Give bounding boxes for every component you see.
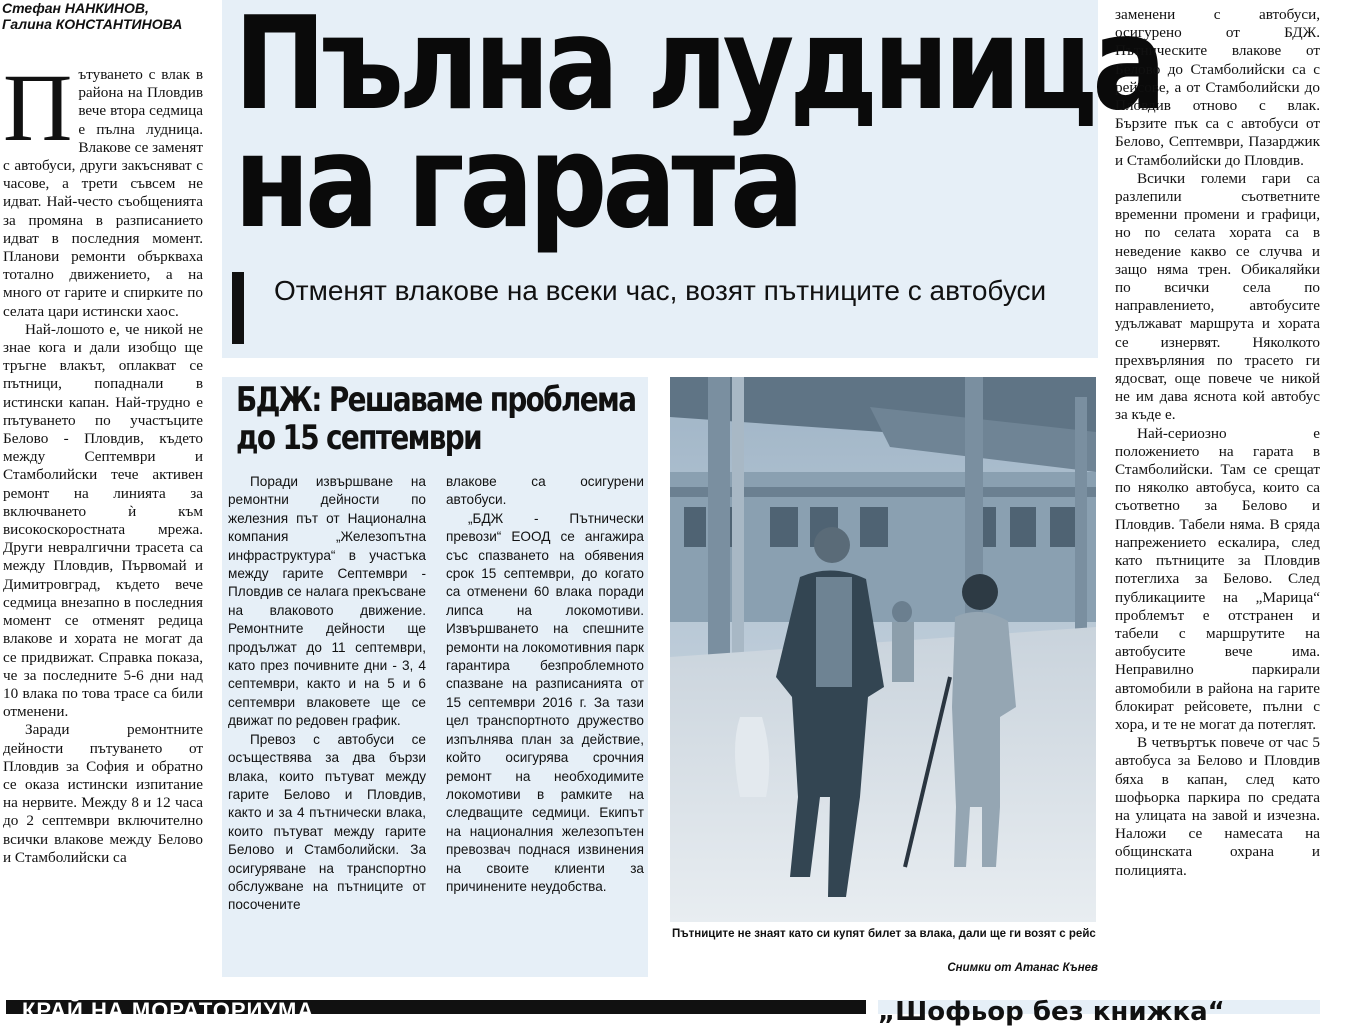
next-article-headline: „Шофьор без книжка“ xyxy=(878,997,1225,1027)
bdz-column-2 xyxy=(446,473,644,896)
drop-cap: П xyxy=(3,54,73,161)
author2-last-name: КОНСТАНТИНОВА xyxy=(55,16,183,32)
bdz-col1-paragraph-1: Поради извършване на ремонтни дейности по железния път от Национална компания „Железопътна инфраструктура“ в участъка между гарите Септември - Пловдив се налага прекъсване на влаковото движение. Ремонтните дейности ще продължат до 11 септември, като през почивните дни - 3, 4 септември, както и на 5 и 6 септември влаковете ще се движат по редовен график. xyxy=(228,474,426,729)
article-right-column xyxy=(1115,6,1320,880)
bdz-title xyxy=(236,380,636,458)
right-paragraph-2: Всички големи гари са разлепили съответните временни промени и графици, но по селата хората са в неведение какво се случва и защо няма трен. Обикаляйки по всички села по направлението, автобусите удължават маршрута и хората се изнервят. Няколкото прехвърляния по трасето ги ядосват, още повече че никой не им дава яснота кой автобус за къде е. xyxy=(1115,169,1320,424)
bdz-title-line-1: БДЖ: Решаваме проблема xyxy=(236,380,636,420)
right-paragraph-1: заменени с автобуси, осигурено от БДЖ. Пътническите влакове от Белово до Стамболийски са с рейсове, а от Стамболийски до Пловдив отново с влак. Бързите пък са с автобуси от Белово, Септември, Пазарджик и Стамболийски до Пловдив. xyxy=(1115,6,1320,169)
bdz-sidebar-box xyxy=(222,377,648,977)
author1-first-name: Стефан xyxy=(2,0,61,16)
subheadline: Отменят влакове на всеки час, возят пътниците с автобуси xyxy=(274,275,1047,306)
next-article-label: КРАЙ НА МОРАТОРИУМА xyxy=(22,998,315,1023)
byline xyxy=(2,0,212,32)
author2-first-name: Галина xyxy=(2,16,52,32)
headline-line-1: Пълна лудница xyxy=(234,0,1162,139)
byline-author-2 xyxy=(2,16,212,32)
headline-line-2: на гарата xyxy=(234,108,800,257)
bdz-col1-paragraph-2: Превоз с автобуси се осъществява за два бързи влака, които пътуват между гарите Белово и Пловдив, както и за 4 пътнически влака, които пътуват между гарите Белово и Стамболийски. За осигуряване на транспортно обслужване на пътниците от посочените xyxy=(228,731,426,913)
headline-block xyxy=(222,0,1162,358)
left-paragraph-3: Заради ремонтните дейности пътуването от Пловдив за София и обратно се оказа истински изпитание на нервите. Между 8 и 12 часа до 2 септември включително всички влакове между Белово и Стамболийски са xyxy=(3,721,203,866)
bdz-title-line-2: до 15 септември xyxy=(236,418,481,458)
photo-caption: Пътниците не знаят като си купят билет за влака, дали ще ги возят с рейс xyxy=(672,928,1096,940)
left-paragraph-1-text: ътуването с влак в района на Пловдив вече втора седмица е пълна лудница. Влакове се заменят с автобуси, други закъсняват с часове, а трети съвсем не идват. Най-често съобщенията за промяна в разписанието идват в последния момент. Планови ремонти объркваха тотално движението, а на много от гарите и спирките по селата цари истински хаос. xyxy=(3,66,203,320)
author1-last-name: НАНКИНОВ, xyxy=(64,0,149,16)
photo-credit: Снимки от Атанас Кънев xyxy=(947,962,1098,974)
bdz-col2-paragraph-1: влакове са осигурени автобуси. xyxy=(446,474,644,508)
next-article-banner xyxy=(6,998,866,1023)
left-paragraph-1 xyxy=(3,54,203,321)
article-left-column xyxy=(3,54,203,867)
headline xyxy=(234,0,1162,257)
station-photo-illustration xyxy=(670,377,1096,922)
right-paragraph-3: Най-сериозно е положението на гарата в Стамболийски. Там се срещат по няколко автобуса, които са съответно за Белово и Пловдив. Табели няма. В сряда напрежението ескалира, след като пътниците за Пловдив потеглиха за Белово. След публикациите на „Марица“ проблемът е отстранен и табели с маршрутите на автобусите вече има. Неправилно паркирали автомобили в района на гарите блокират рейсовете, пълни с хора, и те не могат да потеглят. xyxy=(1115,424,1320,733)
byline-author-1 xyxy=(2,0,212,16)
next-article-headline-area xyxy=(878,997,1320,1027)
bdz-column-1 xyxy=(228,473,426,915)
left-paragraph-2: Най-лошото е, че никой не знае кога и дали изобщо ще тръгне влакът, оплакват се пътници, попаднали в истински капан. Най-трудно е пътуването по участъците Белово - Пловдив, където между Септември и Стамболийски тече активен ремонт на линията за включването ѝ към високоскоростната мрежа. Други невралгични трасета са между Пловдив, Първомай и Димитровград, където вече седмица внезапно в последния момент се отменят редица влакове и хората не могат да се придвижат. Справка показа, че за последните 5-6 дни над 10 влака по това трасе са били отменени. xyxy=(3,320,203,721)
subhead-accent-bar xyxy=(232,272,244,344)
bdz-col2-paragraph-2: „БДЖ - Пътнически превози“ ЕООД се ангажира със спазването на обявения срок 15 септември, до когато са отменени 60 влака поради липса на локомотиви. Извършването на спешните ремонти на локомотивния парк гарантира безпроблемното спазване на разписанията от 15 септември 2016 г. За тази цел транспортното дружество изпълнява план за действие, който осигурява срочния ремонт на необходимите локомотиви в рамките на следващите седмици. Екипът на националния железопътен превозвач поднася извинения на своите клиенти за причинените неудобства. xyxy=(446,510,644,894)
station-photo xyxy=(670,377,1096,922)
right-paragraph-4: В четвъртък повече от час 5 автобуса за Белово и Пловдив бяха в капан, след като шофьорка паркира по средата на улицата на завой и изчезна. Наложи се намесата на общинската охрана и полицията. xyxy=(1115,734,1320,879)
